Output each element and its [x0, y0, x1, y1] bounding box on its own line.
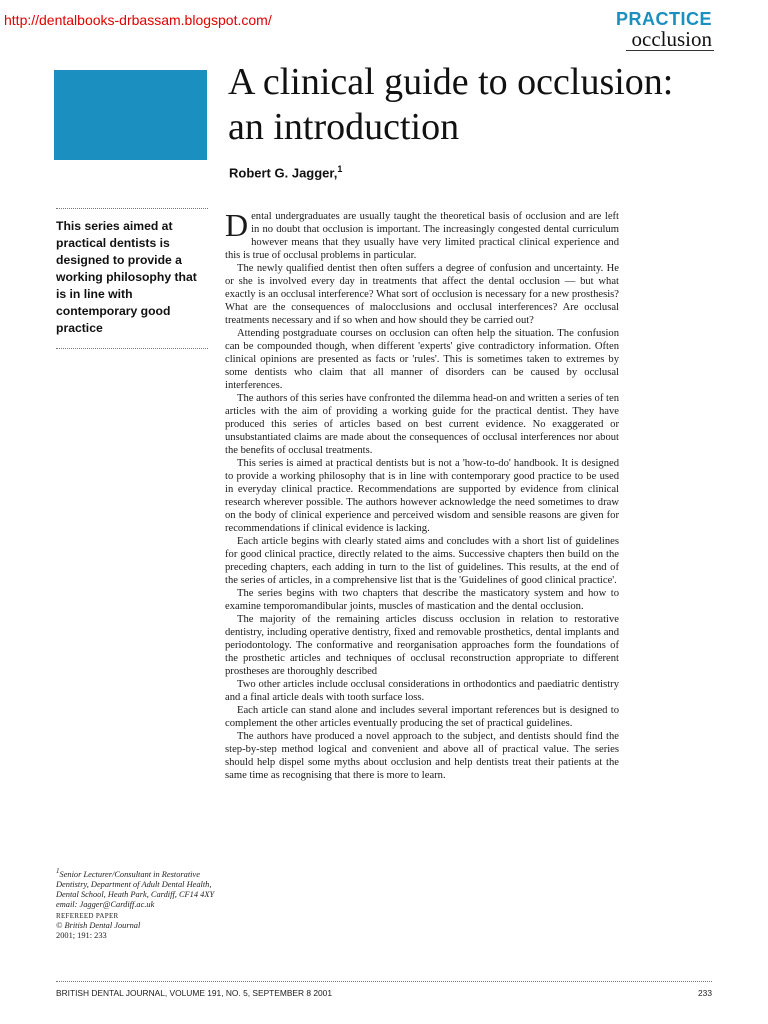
body-paragraph: Two other articles include occlusal considerations in orthodontics and paediatric dentistry and a final article deals with tooth surface loss. [225, 679, 619, 703]
pull-quote: This series aimed at practical dentists is designed to provide a working philosophy that is in line with contemporary good practice [56, 208, 208, 349]
copyright-line: © British Dental Journal [56, 920, 141, 930]
body-paragraph: The series begins with two chapters that describe the masticatory system and how to examine temporomandibular joints, muscles of mastication and the dental occlusion. [225, 588, 619, 612]
body-paragraph: Attending postgraduate courses on occlusion can often help the situation. The confusion can be compounded though, when different 'experts' give contradictory information. Often clinical opinions are presented as facts or 'rules'. This is sometimes taken to extremes by some dentists who claim that all manner of disorders can be caused by occlusal interferences. [225, 328, 619, 391]
section-topic: occlusion [631, 27, 712, 51]
section-header [616, 10, 712, 50]
body-paragraph: The authors have produced a novel approach to the subject, and dentists should find the step-by-step method logical and convenient and above all of practical value. The series should help dispel some myths about occlusion and help dentists treat their patients at the same time as recognising that there is more to learn. [225, 731, 619, 781]
body-paragraph: The majority of the remaining articles discuss occlusion in relation to restorative dentistry, including operative dentistry, fixed and removable prosthetics, dental implants and periodontology. The conformative and reorganisation approaches form the foundations of the prosthetic articles and techniques of occlusal reconstruction appropriate to different prostheses are thoroughly described [225, 614, 619, 677]
accent-block [54, 70, 207, 160]
footer-divider [56, 981, 712, 982]
body-paragraph: Each article can stand alone and includes several important references but is designed to complement the other articles eventually producing the set of practical guidelines. [225, 705, 619, 729]
body-paragraph [225, 207, 619, 262]
footnote-affiliation [56, 866, 216, 900]
footnote-email: email: Jagger@Cardiff.ac.uk [56, 900, 155, 910]
author-footnote-mark: 1 [337, 164, 343, 174]
footnote-mark: 1 [56, 867, 60, 875]
page-number: 233 [698, 988, 712, 998]
author-byline [229, 164, 342, 180]
footer-journal: BRITISH DENTAL JOURNAL, VOLUME 191, NO. 5, SEPTEMBER 8 2001 [56, 988, 332, 998]
source-url[interactable]: http://dentalbooks-drbassam.blogspot.com/ [4, 12, 272, 28]
body-paragraph: Each article begins with clearly stated aims and concludes with a short list of guidelines for good clinical practice, directly related to the aims. Successive chapters then build on the preceding chapters, each adding in turn to the list of guidelines. This results, at the end of the series of articles, in a comprehensive list that is the 'Guidelines of good clinical practice'. [225, 536, 619, 586]
drop-cap: D [225, 207, 249, 243]
section-divider [626, 50, 714, 51]
article-title [228, 60, 728, 150]
body-paragraph: The newly qualified dentist then often suffers a degree of confusion and uncertainty. He or she is involved every day in treatments that affect the dental occlusion — but what exactly is an occlusal interference? What sort of occlusion is necessary for a new prosthesis? What are the consequences of malocclusions and occlusal interferences? Are occlusal treatments necessary and if so when and how should they be carried out? [225, 263, 619, 326]
title-line-2: an introduction [228, 106, 460, 148]
title-line-1: A clinical guide to occlusion: [228, 61, 674, 103]
citation-line: 2001; 191: 233 [56, 931, 107, 941]
author-name: Robert G. Jagger, [229, 165, 338, 181]
body-paragraph: The authors of this series have confronted the dilemma head-on and written a series of ten articles with the aim of providing a working guide for the practical dentist. They have produced this series of articles based on best current evidence. No exaggerated or unsubstantiated claims are made about the consequences of occlusal interferences nor about the benefits of occlusal treatments. [225, 393, 619, 456]
affiliation-text: Senior Lecturer/Consultant in Restorative Dentistry, Department of Adult Dental Health, Dental School, Heath Park, Cardiff, CF14 4XY [56, 869, 215, 900]
body-paragraph: This series is aimed at practical dentists but is not a 'how-to-do' handbook. It is designed to provide a working philosophy that is in line with contemporary good practice to be used in everyday clinical practice. Recommendations are supported by evidence from clinical research wherever possible. The authors however acknowledge the need sometimes to draw on the body of clinical experience and perceived wisdom and sensible reasons are given for recommendations if clinical evidence is lacking. [225, 458, 619, 534]
article-body [225, 207, 619, 782]
section-category: PRACTICE [615, 9, 712, 29]
author-footnote [56, 866, 216, 941]
paragraph-text: ental undergraduates are usually taught the theoretical basis of occlusion and are left in no doubt that occlusion is important. The increasingly congested dental curriculum however means that they usually have very limited practical clinical experience and this is true of occlusal problems in particular. [225, 211, 619, 261]
refereed-label: REFEREED PAPER [56, 911, 119, 920]
